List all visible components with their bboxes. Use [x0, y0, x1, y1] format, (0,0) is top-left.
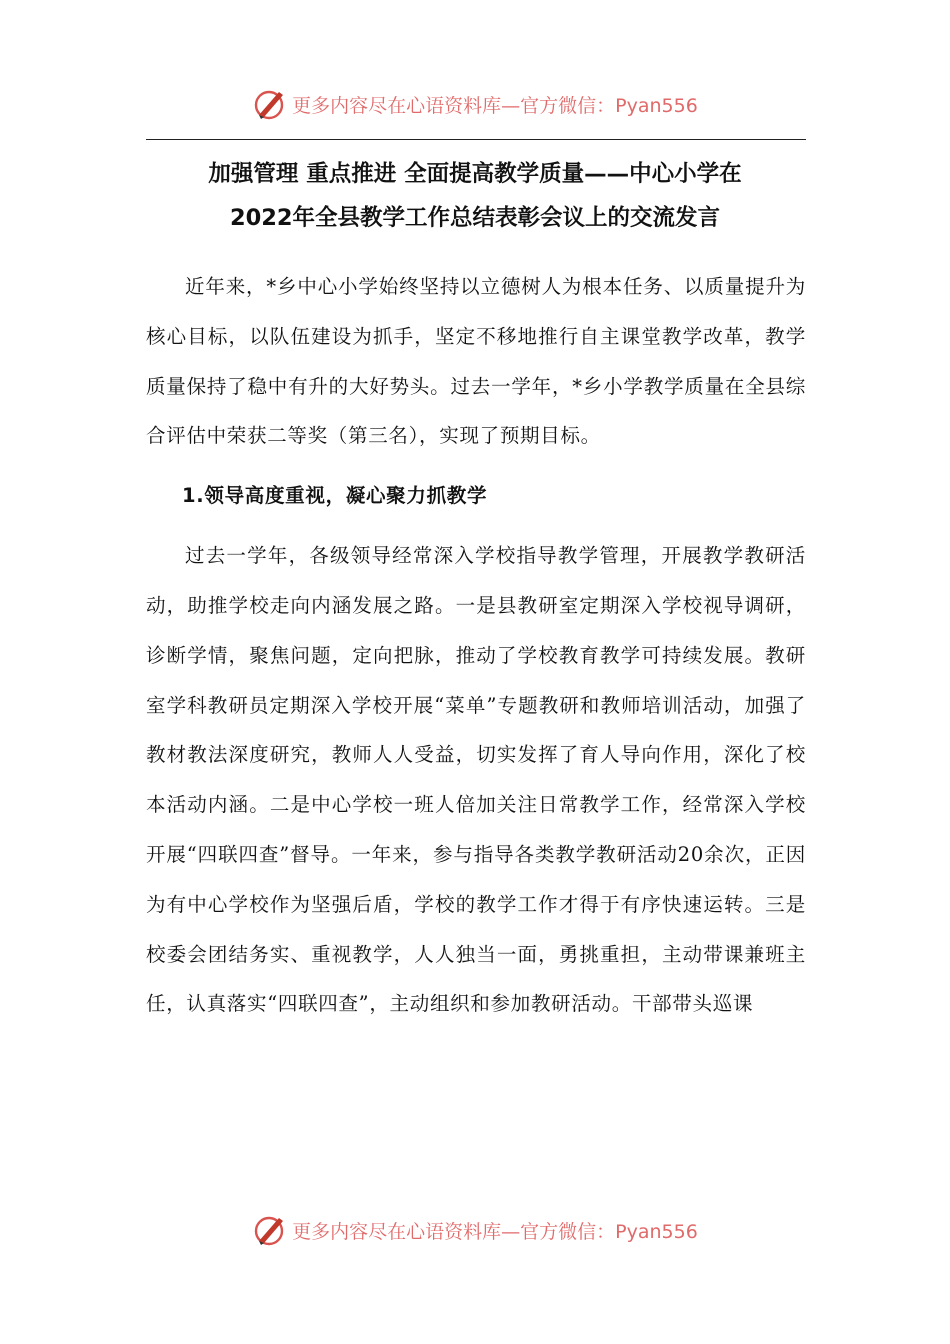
header-divider: [146, 139, 806, 140]
section-heading: 1.领导高度重视，凝心聚力抓教学: [182, 484, 488, 508]
document-title: [140, 152, 810, 240]
title-line-2: 2022年全县教学工作总结表彰会议上的交流发言: [229, 205, 721, 231]
banner-text: 更多内容尽在心语资料库—官方微信：Pyan556: [292, 94, 698, 117]
document-body: [146, 262, 806, 1029]
pen-logo-icon: [252, 86, 288, 122]
intro-paragraph: 近年来，*乡中心小学始终坚持以立德树人为根本任务、以质量提升为核心目标，以队伍建设为抓手，坚定不移地推行自主课堂教学改革，教学质量保持了稳中有升的大好势头。过去一学年，*乡小学教学质量在全县综合评估中荣获二等奖（第三名），实现了预期目标。: [146, 275, 806, 448]
section-paragraph: 过去一学年，各级领导经常深入学校指导教学管理，开展教学教研活动，助推学校走向内涵发展之路。一是县教研室定期深入学校视导调研，诊断学情，聚焦问题，定向把脉，推动了学校教育教学可持续发展。教研室学科教研员定期深入学校开展“菜单”专题教研和教师培训活动，加强了教材教法深度研究，教师人人受益，切实发挥了育人导向作用，深化了校本活动内涵。二是中心学校一班人倍加关注日常教学工作，经常深入学校开展“四联四查”督导。一年来，参与指导各类教学教研活动20余次，正因为有中心学校作为坚强后盾，学校的教学工作才得于有序快速运转。三是校委会团结务实、重视教学，人人独当一面，勇挑重担，主动带课兼班主任，认真落实“四联四查”，主动组织和参加教研活动。干部带头巡课: [146, 544, 806, 1016]
pen-logo-icon: [252, 1212, 288, 1248]
header-banner: [0, 84, 950, 124]
banner-text: 更多内容尽在心语资料库—官方微信：Pyan556: [292, 1220, 698, 1243]
footer-banner: [0, 1210, 950, 1250]
title-line-1: 加强管理 重点推进 全面提高教学质量——中心小学在: [208, 161, 742, 187]
